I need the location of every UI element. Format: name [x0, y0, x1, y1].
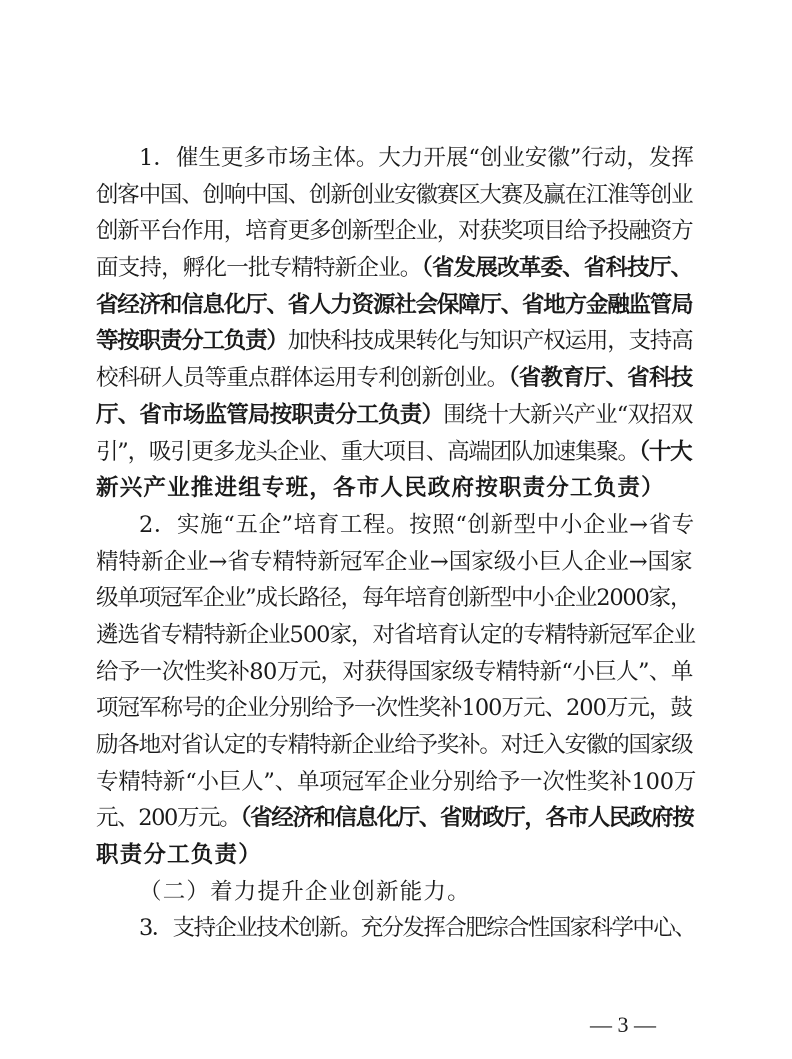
- text-line: [96, 397, 696, 434]
- text-line: [96, 690, 696, 727]
- responsible-agencies-text: （十大: [638, 438, 692, 465]
- responsible-agencies-text: 职责分工负责）: [96, 842, 262, 869]
- text-line: [96, 360, 696, 397]
- text-line: [96, 287, 696, 324]
- responsible-agencies-text: 等按职责分工负责）: [96, 328, 288, 355]
- body-text-segment: 精特新企业→省专精特新冠军企业→国家级小巨人企业→国家: [96, 548, 693, 575]
- body-text-segment: 引”，吸引更多龙头企业、重大项目、高端团队加速集聚。: [96, 438, 639, 465]
- body-text-segment: 加快科技成果转化与知识产权运用，支持高: [287, 328, 693, 355]
- body-text-segment: 校科研人员等重点群体运用专利创新创业。: [96, 365, 509, 392]
- body-text-segment: 创客中国、创响中国、创新创业安徽赛区大赛及赢在江淮等创业: [96, 181, 693, 208]
- body-text-segment: （二）着力提升企业创新能力。: [139, 878, 471, 905]
- body-text-segment: 励各地对省认定的专精特新企业给予奖补。对迁入安徽的国家级: [96, 732, 693, 758]
- responsible-agencies-text: 新兴产业推进组专班，各市人民政府按职责分工负责）: [96, 475, 665, 502]
- body-text-segment: 项冠军称号的企业分别给予一次性奖补100万元、200万元，鼓: [96, 695, 692, 722]
- body-text-segment: 3．支持企业技术创新。充分发挥合肥综合性国家科学中心、: [139, 915, 696, 942]
- body-text-segment: 创新平台作用，培育更多创新型企业，对获奖项目给予投融资方: [96, 218, 693, 245]
- text-line: [96, 434, 696, 471]
- body-text-segment: 面支持，孵化一批专精特新企业。: [96, 255, 422, 282]
- text-line: [96, 764, 696, 801]
- text-line: [96, 507, 696, 544]
- text-line: [96, 470, 696, 507]
- text-line: [96, 323, 696, 360]
- text-line: [96, 544, 696, 581]
- responsible-agencies-text: 省经济和信息化厅、省人力资源社会保障厅、省地方金融监管局: [96, 291, 693, 318]
- body-text-segment: 给予一次性奖补80万元，对获得国家级专精特新“小巨人”、单: [96, 658, 693, 685]
- text-line: [96, 617, 696, 654]
- text-line: [96, 837, 696, 874]
- text-line: [96, 250, 696, 287]
- body-text-segment: 1．催生更多市场主体。大力开展“创业安徽”行动，发挥: [139, 145, 694, 171]
- text-line: [96, 213, 696, 250]
- body-text-segment: 围绕十大新兴产业“双招双: [443, 401, 693, 428]
- page-number: — 3 —: [590, 1012, 656, 1037]
- text-line: [96, 874, 696, 911]
- text-line: [96, 140, 696, 177]
- text-line: [96, 177, 696, 214]
- responsible-agencies-text: （省教育厅、省科技: [508, 365, 693, 392]
- responsible-agencies-text: （省发展改革委、省科技厅、: [421, 255, 693, 282]
- text-line: [96, 580, 696, 617]
- text-line: [96, 727, 696, 764]
- text-line: [96, 654, 696, 691]
- body-text-segment: 专精特新“小巨人”、单项冠军企业分别给予一次性奖补100万: [96, 768, 697, 795]
- responsible-agencies-text: （省经济和信息化厅、省财政厅，各市人民政府按: [240, 805, 694, 832]
- text-line: [96, 910, 696, 947]
- responsible-agencies-text: 厅、省市场监管局按职责分工负责）: [96, 401, 444, 428]
- body-text-segment: 2．实施“五企”培育工程。按照“创新型中小企业→省专: [139, 511, 695, 538]
- body-text-segment: 遴选省专精特新企业500家，对省培育认定的专精特新冠军企业: [96, 621, 695, 648]
- text-line: [96, 800, 696, 837]
- document-body: [96, 140, 696, 947]
- body-text-segment: 级单项冠军企业”成长路径，每年培育创新型中小企业2000家，: [96, 585, 692, 612]
- body-text-segment: 元、200万元。: [96, 805, 241, 832]
